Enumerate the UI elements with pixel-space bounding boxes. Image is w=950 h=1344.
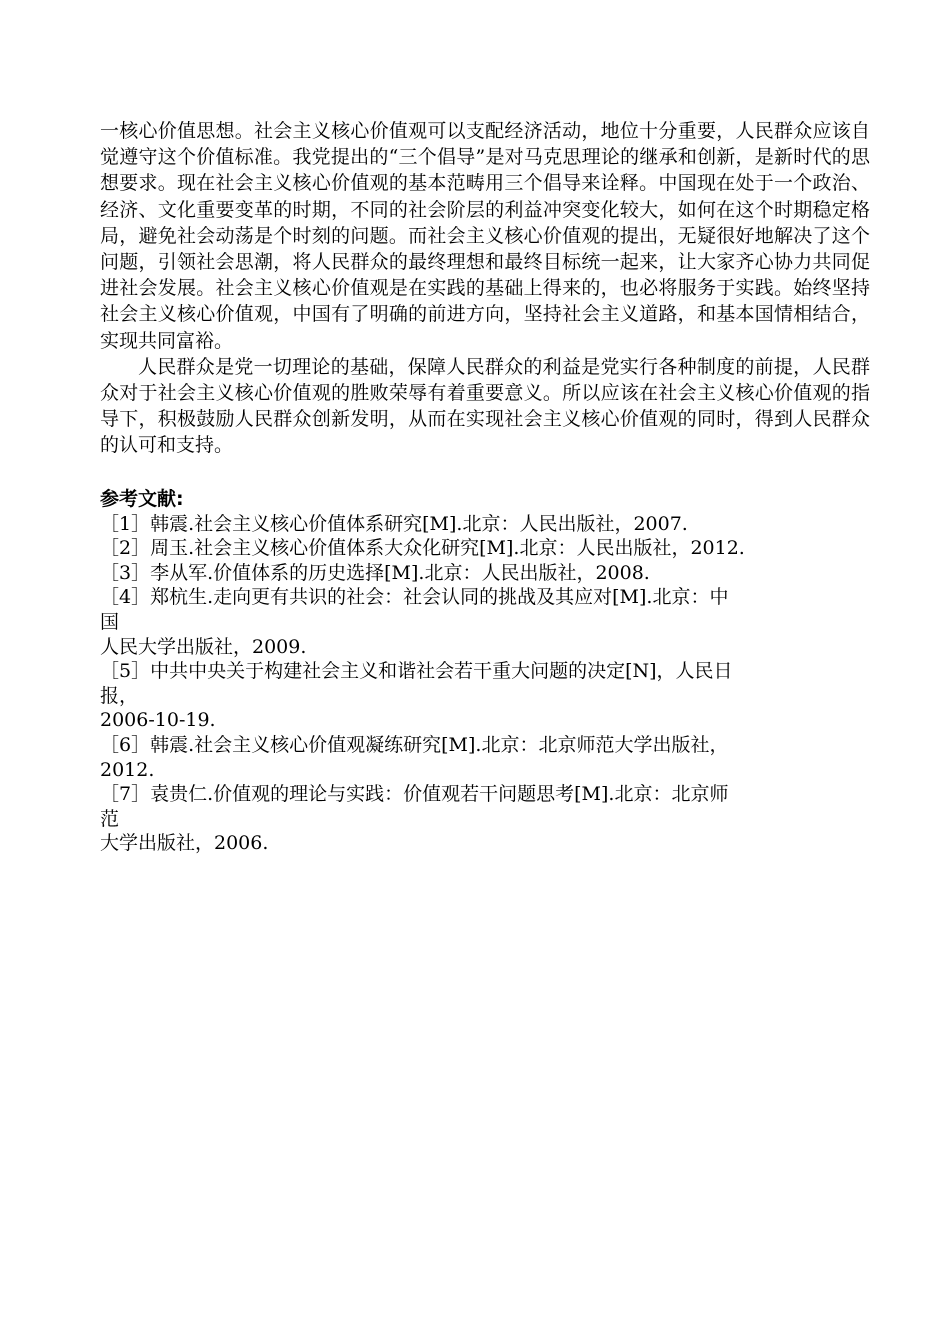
reference-line: ［7］袁贵仁.价值观的理论与实践：价值观若干问题思考[M].北京：北京师 — [100, 783, 729, 806]
references-list — [100, 512, 870, 856]
reference-line: ［6］韩震.社会主义核心价值观凝练研究[M].北京：北京师范大学出版社， — [100, 733, 729, 756]
reference-line: ［5］中共中央关于构建社会主义和谐社会若干重大问题的决定[N]，人民日 — [100, 660, 733, 683]
reference-line: ［4］郑杭生.走向更有共识的社会：社会认同的挑战及其应对[M].北京：中 — [100, 586, 729, 609]
body-paragraph-1: 一核心价值思想。社会主义核心价值观可以支配经济活动，地位十分重要，人民群众应该自觉遵守这个价值标准。我党提出的“三个倡导”是对马克思理论的继承和创新，是新时代的思想要求。现在社会主义核心价值观的基本范畴用三个倡导来诠释。中国现在处于一个政治、经济、文化重要变革的时期，不同的社会阶层的利益冲突变化较大，如何在这个时期稳定格局，避免社会动荡是个时刻的问题。而社会主义核心价值观的提出，无疑很好地解决了这个问题，引领社会思潮，将人民群众的最终理想和最终目标统一起来，让大家齐心协力共同促进社会发展。社会主义核心价值观是在实践的基础上得来的，也必将服务于实践。始终坚持社会主义核心价值观，中国有了明确的前进方向，坚持社会主义道路，和基本国情相结合，实现共同富裕。 — [100, 120, 870, 352]
reference-line: 国 — [100, 611, 120, 634]
reference-line: 2012. — [100, 758, 155, 781]
reference-line: ［3］李从军.价值体系的历史选择[M].北京：人民出版社，2008. — [100, 561, 650, 584]
document-page — [100, 118, 870, 856]
reference-line: 报， — [100, 684, 139, 707]
reference-line: 大学出版社，2006. — [100, 832, 269, 855]
reference-line: ［1］韩震.社会主义核心价值体系研究[M].北京：人民出版社，2007. — [100, 512, 688, 535]
reference-line: ［2］周玉.社会主义核心价值体系大众化研究[M].北京：人民出版社，2012. — [100, 537, 745, 560]
reference-line: 范 — [100, 807, 120, 830]
reference-line: 人民大学出版社，2009. — [100, 635, 307, 658]
reference-line: 2006-10-19. — [100, 709, 216, 732]
references-title: 参考文献: — [100, 487, 184, 510]
body-paragraph-2: 人民群众是党一切理论的基础，保障人民群众的利益是党实行各种制度的前提，人民群众对于社会主义核心价值观的胜败荣辱有着重要意义。所以应该在社会主义核心价值观的指导下，积极鼓励人民群众创新发明，从而在实现社会主义核心价值观的同时，得到人民群众的认可和支持。 — [100, 355, 870, 457]
